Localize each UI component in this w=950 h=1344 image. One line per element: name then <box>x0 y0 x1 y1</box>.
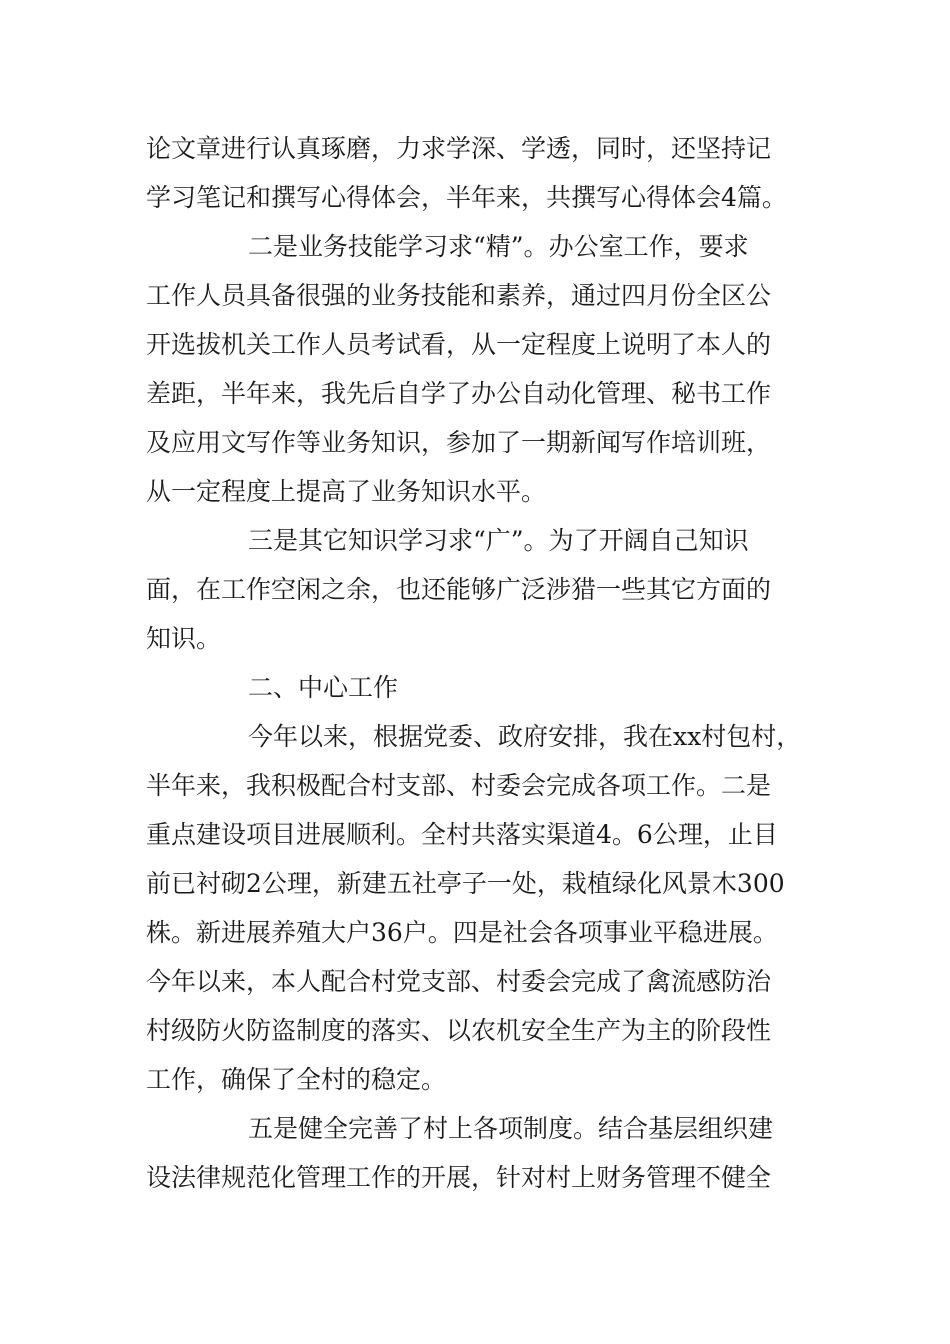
text-line: 及应用文写作等业务知识，参加了一期新闻写作培训班， <box>146 428 772 457</box>
paragraph-start-line: 三是其它知识学习求“广”。为了开阔自己知识 <box>248 526 749 555</box>
text-line: 半年来，我积极配合村支部、村委会完成各项工作。二是 <box>146 771 772 800</box>
text-line: 从一定程度上提高了业务知识水平。 <box>146 477 547 506</box>
paragraph-start-line: 五是健全完善了村上各项制度。结合基层组织建 <box>248 1114 774 1143</box>
text-line: 工作，确保了全村的稳定。 <box>146 1065 447 1094</box>
text-line: 工作人员具备很强的业务技能和素养，通过四月份全区公 <box>146 281 772 310</box>
text-line: 前已衬砌2公理，新建五社亭子一处，栽植绿化风景木300 <box>146 869 785 898</box>
section-heading: 二、中心工作 <box>248 673 399 702</box>
text-line: 知识。 <box>146 624 222 653</box>
text-line: 今年以来，本人配合村党支部、村委会完成了禽流感防治 <box>146 967 772 996</box>
text-line: 论文章进行认真琢磨，力求学深、学透，同时，还坚持记 <box>146 134 772 163</box>
text-line: 重点建设项目进展顺利。全村共落实渠道4。6公理，止目 <box>146 820 778 849</box>
text-line: 村级防火防盗制度的落实、以农机安全生产为主的阶段性 <box>146 1016 772 1045</box>
text-line: 差距，半年来，我先后自学了办公自动化管理、秘书工作 <box>146 379 772 408</box>
text-line: 学习笔记和撰写心得体会，半年来，共撰写心得体会4篇。 <box>146 183 787 212</box>
text-line: 开选拔机关工作人员考试看，从一定程度上说明了本人的 <box>146 330 772 359</box>
text-line: 株。新进展养殖大户36户。四是社会各项事业平稳进展。 <box>146 918 778 947</box>
paragraph-start-line: 二是业务技能学习求“精”。办公室工作，要求 <box>248 232 749 261</box>
document-body <box>146 124 812 1202</box>
paragraph-start-line: 今年以来，根据党委、政府安排，我在xx村包村， <box>248 722 802 751</box>
text-line: 设法律规范化管理工作的开展，针对村上财务管理不健全 <box>146 1163 772 1192</box>
text-line: 面，在工作空闲之余，也还能够广泛涉猎一些其它方面的 <box>146 575 772 604</box>
